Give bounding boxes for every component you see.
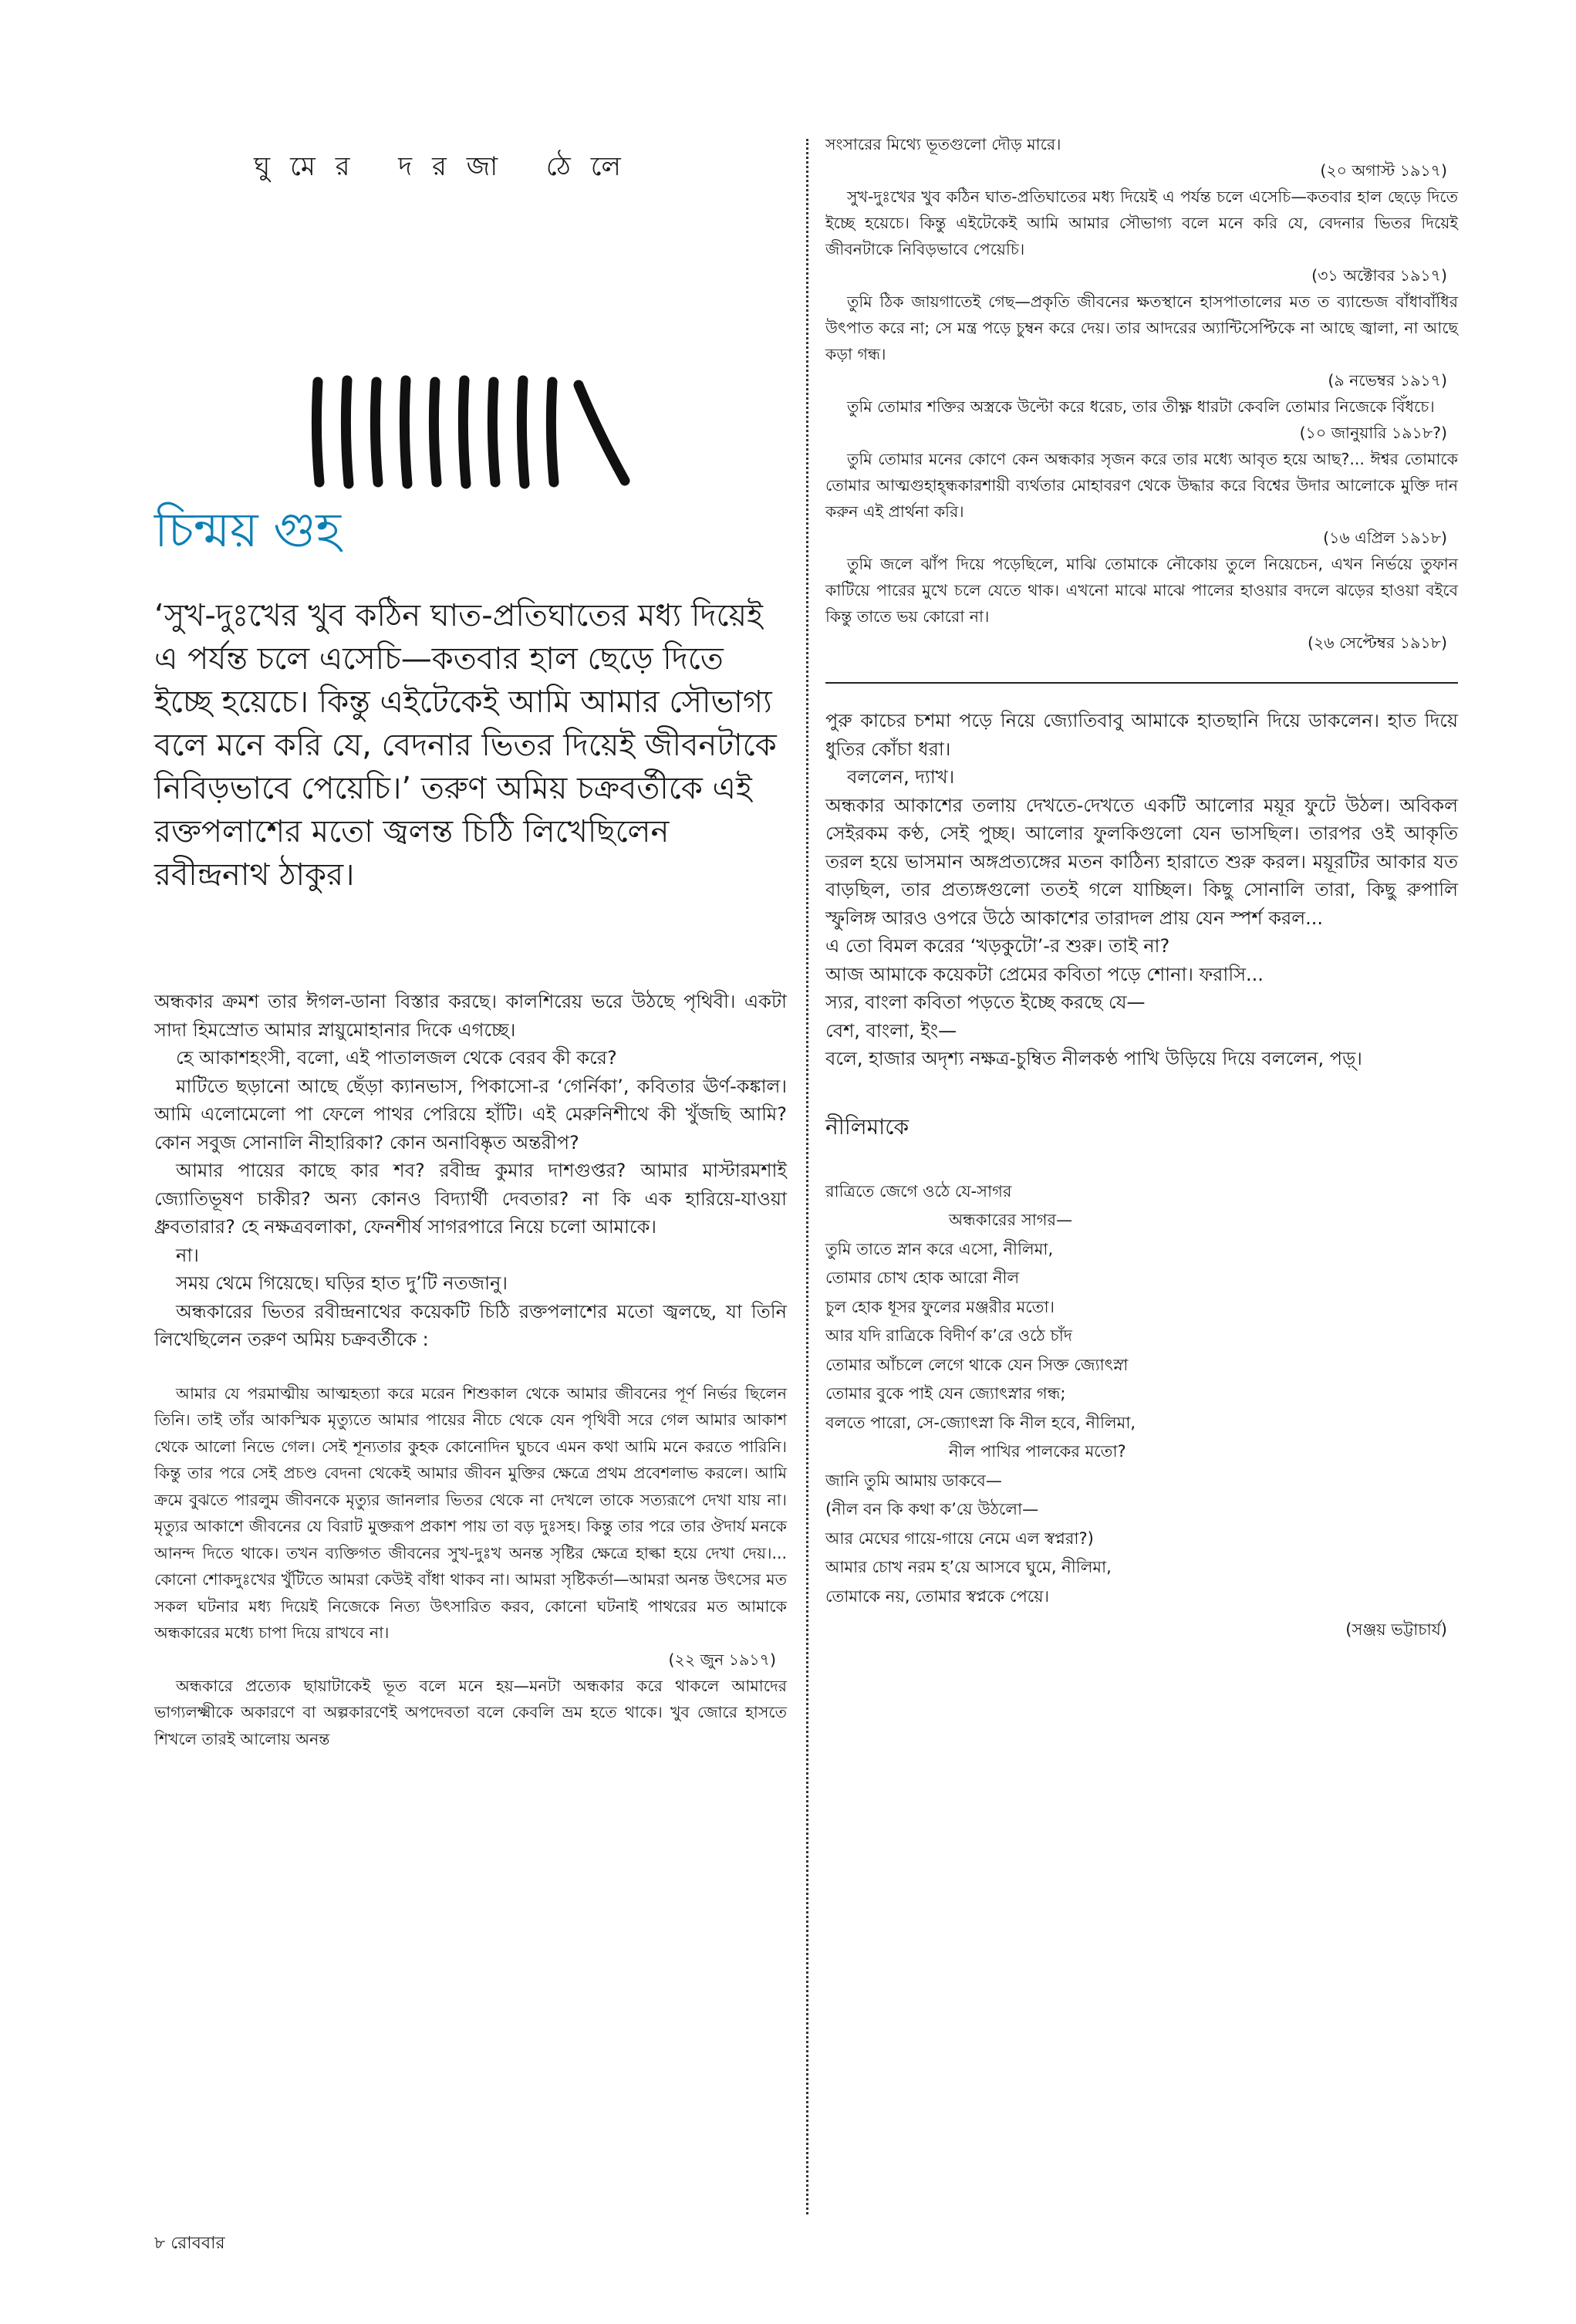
body-paragraph: বললেন, দ্যাখ। bbox=[847, 766, 955, 788]
article-body-right bbox=[825, 707, 1458, 1073]
poem-line: জানি তুমি আমায় ডাকবে— bbox=[825, 1471, 1002, 1490]
body-paragraph: বলে, হাজার অদৃশ্য নক্ষত্র-চুম্বিত নীলকণ্ঠ পাখি উড়িয়ে দিয়ে বললেন, পড়্। bbox=[825, 1048, 1362, 1069]
letter-date: (৯ নভেম্বর ১৯১৭) bbox=[1328, 371, 1447, 390]
poem-line: অন্ধকারের সাগর— bbox=[949, 1211, 1073, 1229]
body-paragraph: হে আকাশহংসী, বলো, এই পাতালজল থেকে বেরব কী করে? bbox=[176, 1047, 617, 1069]
pull-quote: ‘সুখ-দুঃখের খুব কঠিন ঘাত-প্রতিঘাতের মধ্য দিয়েই এ পর্যন্ত চলে এসেচি—কতবার হাল ছেড়ে দিতে ইচ্ছে হয়েচে। কিন্তু এইটেকেই আমি আমার সৌভাগ্য বলে মনে করি যে, বেদনার ভিতর দিয়েই জীবনটাকে নিবিড়ভাবে পেয়েচি।’ তরুণ অমিয় চক্রবর্তীকে এই রক্তপলাশের মতো জ্বলন্ত চিঠি লিখেছিলেন রবীন্দ্রনাথ ঠাকুর। bbox=[154, 598, 777, 893]
poem-line: আর মেঘের গায়ে-গায়ে নেমে এল স্বপ্নরা?) bbox=[825, 1529, 1094, 1548]
body-paragraph: না। bbox=[176, 1244, 199, 1266]
section-rule bbox=[825, 682, 1458, 684]
letter-date: (২২ জুন ১৯১৭) bbox=[668, 1650, 776, 1669]
body-paragraph: অন্ধকার আকাশের তলায় দেখতে-দেখতে একটি আলোর ময়ূর ফুটে উঠল। অবিকল সেইরকম কণ্ঠ, সেই পুচ্ছ। আলোর ফুলকিগুলো যেন ভাসছিল। তারপর ওই আকৃতি তরল হয়ে ভাসমান অঙ্গপ্রত্যঙ্গের মতন কাঠিন্য হারাতে শুরু করল। ময়ূরটির আকার যত বাড়ছিল, তার প্রত্যঙ্গগুলো ততই গলে যাচ্ছিল। কিছু সোনালি তারা, কিছু রুপালি স্ফুলিঙ্গ আরও ওপরে উঠে আকাশের তারাদল প্রায় যেন স্পর্শ করল... bbox=[825, 794, 1458, 929]
poem-line: তোমার বুকে পাই যেন জ্যোৎস্নার গন্ধ; bbox=[825, 1384, 1066, 1403]
poem-line: নীল পাখির পালকের মতো? bbox=[949, 1442, 1126, 1461]
poem-line: চুল হোক ধূসর ফুলের মঞ্জরীর মতো। bbox=[825, 1297, 1055, 1316]
letter-date: (৩১ অক্টোবর ১৯১৭) bbox=[1311, 266, 1447, 285]
letter-paragraph: সংসারের মিথ্যে ভূতগুলো দৌড় মারে। bbox=[825, 135, 1061, 154]
tally-bars-illustration bbox=[309, 374, 633, 490]
body-paragraph: আজ আমাকে কয়েকটা প্রেমের কবিতা পড়ে শোনা। ফরাসি... bbox=[825, 963, 1264, 985]
poem-title: নীলিমাকে bbox=[825, 1113, 909, 1140]
body-paragraph: মাটিতে ছড়ানো আছে ছেঁড়া ক্যানভাস, পিকাসো-র ‘গের্নিকা’, কবিতার ঊর্ণ-কঙ্কাল। আমি এলোমেলো পা ফেলে পাথর পেরিয়ে হাঁটি। এই মেরুনিশীথে কী খুঁজছি আমি? কোন সবুজ সোনালি নীহারিকা? কোন অনাবিষ্কৃত অন্তরীপ? bbox=[154, 1075, 787, 1154]
poem-line: আমার চোখ নরম হ’য়ে আসবে ঘুমে, নীলিমা, bbox=[825, 1558, 1112, 1576]
letter-date: (১০ জানুয়ারি ১৯১৮?) bbox=[1299, 424, 1447, 442]
letter-paragraph: অন্ধকারে প্রত্যেক ছায়াটাকেই ভূত বলে মনে হয়—মনটা অন্ধকার করে থাকলে আমাদের ভাগ্যলক্ষ্মীকে অকারণে বা অল্পকারণেই অপদেবতা বলে কেবলি ভ্রম হতে থাকে। খুব জোরে হাসতে শিখলে তারই আলোয় অনন্ত bbox=[154, 1676, 787, 1748]
body-paragraph: অন্ধকারের ভিতর রবীন্দ্রনাথের কয়েকটি চিঠি রক্তপলাশের মতো জ্বলছে, যা তিনি লিখেছিলেন তরুণ অমিয় চক্রবর্তীকে : bbox=[154, 1300, 787, 1350]
body-paragraph: আমার পায়ের কাছে কার শব? রবীন্দ্র কুমার দাশগুপ্তর? আমার মাস্টারমশাই জ্যোতিভূষণ চাকীর? অন্য কোনও বিদ্যার্থী দেবতার? না কি এক হারিয়ে-যাওয়া ধ্রুবতারার? হে নক্ষত্রবলাকা, ফেনশীর্ষ সাগরপারে নিয়ে চলো আমাকে। bbox=[154, 1160, 787, 1238]
letter-paragraph: তুমি তোমার মনের কোণে কেন অন্ধকার সৃজন করে তার মধ্যে আবৃত হয়ে আছ?... ঈশ্বর তোমাকে তোমার আত্মগুহাহ্ন্ধকারশায়ী ব্যর্থতার মোহাবরণ থেকে উদ্ধার করে বিশ্বের উদার আলোকে মুক্তি দান করুন এই প্রার্থনা করি। bbox=[825, 450, 1458, 521]
page-folio: ৮ রোববার bbox=[154, 2234, 225, 2253]
letter-paragraph: তুমি তোমার শক্তির অস্ত্রকে উল্টো করে ধরেচ, তার তীক্ষ্ণ ধারটা কেবলি তোমার নিজেকে বিঁধচে। bbox=[847, 397, 1435, 416]
letter-excerpt bbox=[154, 1380, 787, 1753]
poem-line: (নীল বন কি কথা ক’য়ে উঠলো— bbox=[825, 1500, 1039, 1518]
poem-line: আর যদি রাত্রিকে বিদীর্ণ ক’রে ওঠে চাঁদ bbox=[825, 1326, 1072, 1345]
body-paragraph: এ তো বিমল করের ‘খড়কুটো’-র শুরু। তাই না? bbox=[825, 935, 1170, 957]
right-column bbox=[825, 131, 1458, 1644]
body-paragraph: অন্ধকার ক্রমশ তার ঈগল-ডানা বিস্তার করছে। কালশিরেয় ভরে উঠছে পৃথিবী। একটা সাদা হিমস্রোত আমার স্নায়ুমোহানার দিকে এগচ্ছে। bbox=[154, 991, 787, 1041]
article-body-left bbox=[154, 988, 787, 1752]
poem-line: বলতে পারো, সে-জ্যোৎস্না কি নীল হবে, নীলিমা, bbox=[825, 1413, 1136, 1432]
body-paragraph: বেশ, বাংলা, ইং— bbox=[825, 1019, 957, 1042]
body-paragraph: স্যর, বাংলা কবিতা পড়তে ইচ্ছে করছে যে— bbox=[825, 991, 1146, 1013]
poem-line: রাত্রিতে জেগে ওঠে যে-সাগর bbox=[825, 1181, 1012, 1201]
poem-author: (সঞ্জয় ভট্টাচার্য) bbox=[1345, 1620, 1447, 1639]
letter-date: (২৬ সেপ্টেম্বর ১৯১৮) bbox=[1307, 633, 1447, 652]
body-paragraph: পুরু কাচের চশমা পড়ে নিয়ে জ্যোতিবাবু আমাকে হাতছানি দিয়ে ডাকলেন। হাত দিয়ে ধুতির কোঁচা ধরা। bbox=[825, 710, 1458, 760]
letter-excerpts-right bbox=[825, 131, 1458, 656]
column-divider bbox=[806, 139, 808, 2214]
author-name: চিন্ময় গুহ bbox=[154, 502, 341, 558]
letter-date: (১৬ এপ্রিল ১৯১৮) bbox=[1323, 529, 1447, 547]
kicker-title: ঘুমের দরজা ঠেলে bbox=[254, 151, 641, 182]
poem-line: তোমার চোখ হোক আরো নীল bbox=[825, 1268, 1020, 1287]
letter-paragraph: তুমি জলে ঝাঁপ দিয়ে পড়েছিলে, মাঝি তোমাকে নৌকোয় তুলে নিয়েচেন, এখন নির্ভয়ে তুফান কাটিয়ে পারের মুখে চলে যেতে থাক। এখনো মাঝে মাঝে পালের হাওয়ার বদলে ঝড়ের হাওয়া বইবে কিন্তু তাতে ভয় কোরো না। bbox=[825, 555, 1458, 626]
poem-line: তোমার আঁচলে লেগে থাকে যেন সিক্ত জ্যোৎস্না bbox=[825, 1355, 1129, 1374]
letter-paragraph: সুখ-দুঃখের খুব কঠিন ঘাত-প্রতিঘাতের মধ্য দিয়েই এ পর্যন্ত চলে এসেচি—কতবার হাল ছেড়ে দিতে ইচ্ছে হয়েচে। কিন্তু এইটেকেই আমি আমার সৌভাগ্য বলে মনে করি যে, বেদনার ভিতর দিয়েই জীবনটাকে নিবিড়ভাবে পেয়েচি। bbox=[825, 187, 1458, 258]
letter-paragraph: তুমি ঠিক জায়গাতেই গেছ—প্রকৃতি জীবনের ক্ষতস্থানে হাসপাতালের মত ত ব্যান্ডেজ বাঁধাবাঁধির উৎপাত করে না; সে মন্ত্র পড়ে চুম্বন করে দেয়। তার আদরের অ্যান্টিসেপ্টিকে না আছে জ্বালা, না আছে কড়া গন্ধ। bbox=[825, 292, 1458, 363]
letter-date: (২০ অগাস্ট ১৯১৭) bbox=[1320, 161, 1447, 180]
poem-line: তোমাকে নয়, তোমার স্বপ্নকে পেয়ে। bbox=[825, 1586, 1050, 1606]
left-column bbox=[154, 131, 787, 1748]
letter-paragraph: আমার যে পরমাত্মীয় আত্মহত্যা করে মরেন শিশুকাল থেকে আমার জীবনের পূর্ণ নির্ভর ছিলেন তিনি। তাই তাঁর আকস্মিক মৃত্যুতে আমার পায়ের নীচে থেকে যেন পৃথিবী সরে গেল আমার আকাশ থেকে আলো নিভে গেল। সেই শূন্যতার কুহক কোনোদিন ঘুচবে এমন কথা আমি মনে করতে পারিনি। কিন্তু তার পরে সেই প্রচণ্ড বেদনা থেকেই আমার জীবন মুক্তির ক্ষেত্রে প্রথম প্রবেশলাভ করলে। আমি ক্রমে বুঝতে পারলুম জীবনকে মৃত্যুর জানলার ভিতর থেকে না দেখলে তাকে সত্যরূপে দেখা যায় না। মৃত্যুর আকাশে জীবনের যে বিরাট মুক্তরূপ প্রকাশ পায় তা বড় দুঃসহ। কিন্তু তার পরে তার ঔদার্য মনকে আনন্দ দিতে থাকে। তখন ব্যক্তিগত জীবনের সুখ-দুঃখ অনন্ত সৃষ্টির ক্ষেত্রে হাল্কা হয়ে দেখা দেয়।... কোনো শোকদুঃখের খুঁটিতে আমরা কেউই বাঁধা থাকব না। আমরা সৃষ্টিকর্তা—আমরা অনন্ত উৎসের মত সকল ঘটনার মধ্য দিয়েই নিজেকে নিত্য উৎসারিত করব, কোনো ঘটনাই পাথরের মত আমাকে অন্ধকারের মধ্যে চাপা দিয়ে রাখবে না। bbox=[154, 1383, 787, 1642]
body-paragraph: সময় থেমে গিয়েছে। ঘড়ির হাত দু’টি নতজানু। bbox=[176, 1272, 508, 1294]
poem-line: তুমি তাতে স্নান করে এসো, নীলিমা, bbox=[825, 1239, 1054, 1258]
poem-body bbox=[825, 1177, 1458, 1612]
